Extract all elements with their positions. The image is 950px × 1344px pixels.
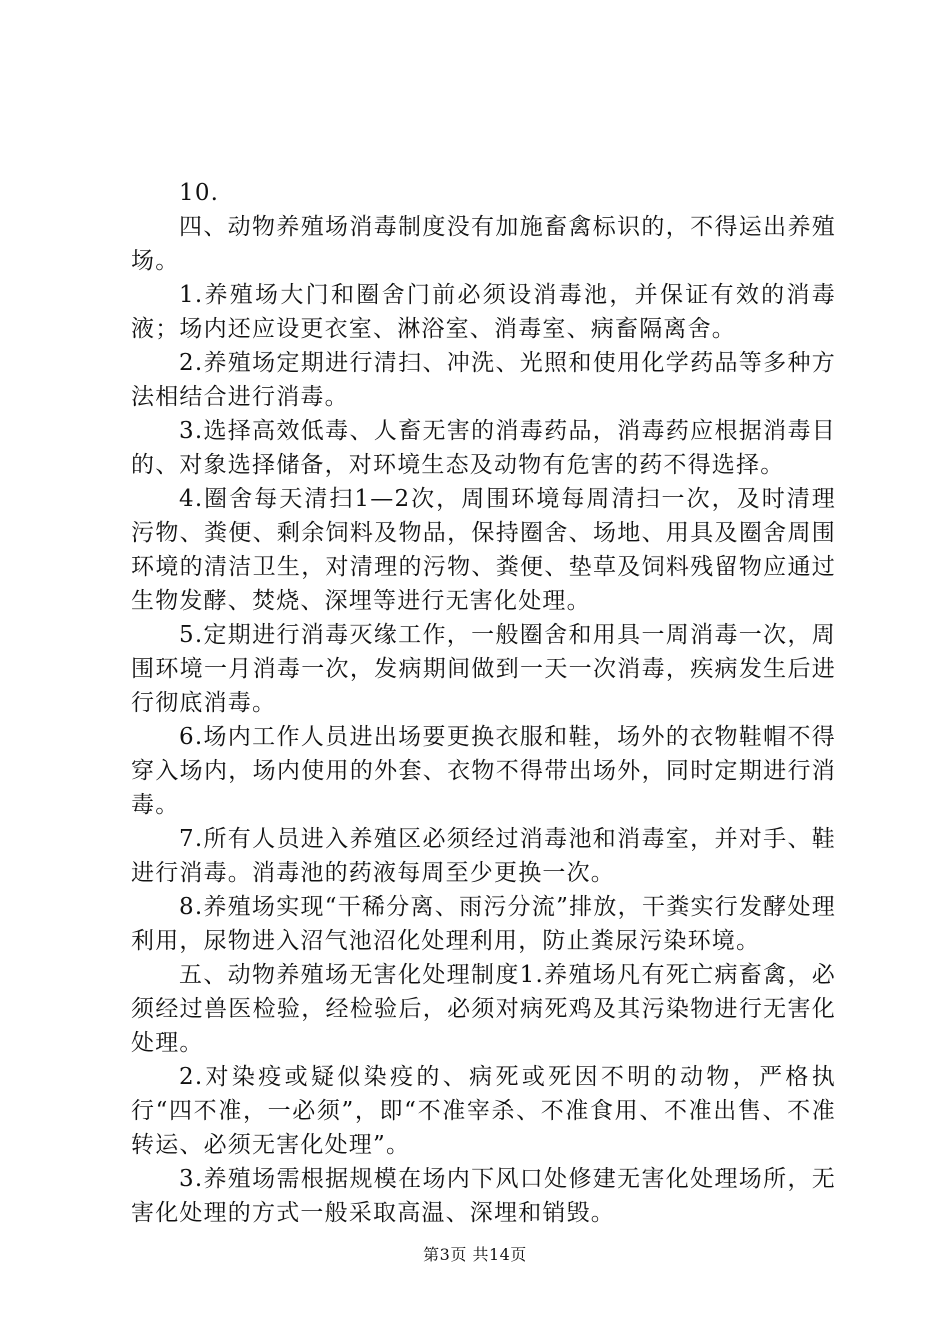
paragraph-3: 1.养殖场大门和圈舍门前必须设消毒池，并保证有效的消毒液；场内还应设更衣室、淋浴室、消毒室、病畜隔离舍。 bbox=[131, 282, 836, 342]
paragraph-13: 3.养殖场需根据规模在场内下风口处修建无害化处理场所，无害化处理的方式一般采取高温、深埋和销毁。 bbox=[131, 1166, 836, 1226]
paragraph-4: 2.养殖场定期进行清扫、冲洗、光照和使用化学药品等多种方法相结合进行消毒。 bbox=[131, 350, 836, 410]
paragraph-1: 10. bbox=[179, 180, 220, 206]
paragraph-5: 3.选择高效低毒、人畜无害的消毒药品，消毒药应根据消毒目的、对象选择储备，对环境生态及动物有危害的药不得选择。 bbox=[131, 418, 836, 478]
paragraph-8: 6.场内工作人员进出场要更换衣服和鞋，场外的衣物鞋帽不得穿入场内，场内使用的外套、衣物不得带出场外，同时定期进行消毒。 bbox=[131, 724, 836, 818]
paragraph-6: 4.圈舍每天清扫1—2次，周围环境每周清扫一次，及时清理污物、粪便、剩余饲料及物品，保持圈舍、场地、用具及圈舍周围环境的清洁卫生，对清理的污物、粪便、垫草及饲料残留物应通过生物发酵、焚烧、深埋等进行无害化处理。 bbox=[131, 486, 836, 614]
paragraph-11: 五、动物养殖场无害化处理制度1.养殖场凡有死亡病畜禽，必须经过兽医检验，经检验后，必须对病死鸡及其污染物进行无害化处理。 bbox=[131, 962, 836, 1056]
document-body bbox=[131, 176, 836, 1230]
page-footer: 第3页 共14页 bbox=[423, 1245, 527, 1264]
paragraph-12: 2.对染疫或疑似染疫的、病死或死因不明的动物，严格执行“四不准，一必须”，即“不准宰杀、不准食用、不准出售、不准转运、必须无害化处理”。 bbox=[131, 1064, 836, 1158]
paragraph-2: 四、动物养殖场消毒制度没有加施畜禽标识的，不得运出养殖场。 bbox=[131, 214, 836, 274]
paragraph-7: 5.定期进行消毒灭缘工作，一般圈舍和用具一周消毒一次，周围环境一月消毒一次，发病期间做到一天一次消毒，疾病发生后进行彻底消毒。 bbox=[131, 622, 836, 716]
paragraph-9: 7.所有人员进入养殖区必须经过消毒池和消毒室，并对手、鞋进行消毒。消毒池的药液每周至少更换一次。 bbox=[131, 826, 836, 886]
paragraph-10: 8.养殖场实现“干稀分离、雨污分流”排放，干粪实行发酵处理利用，尿物进入沼气池沼化处理利用，防止粪尿污染环境。 bbox=[131, 894, 836, 954]
